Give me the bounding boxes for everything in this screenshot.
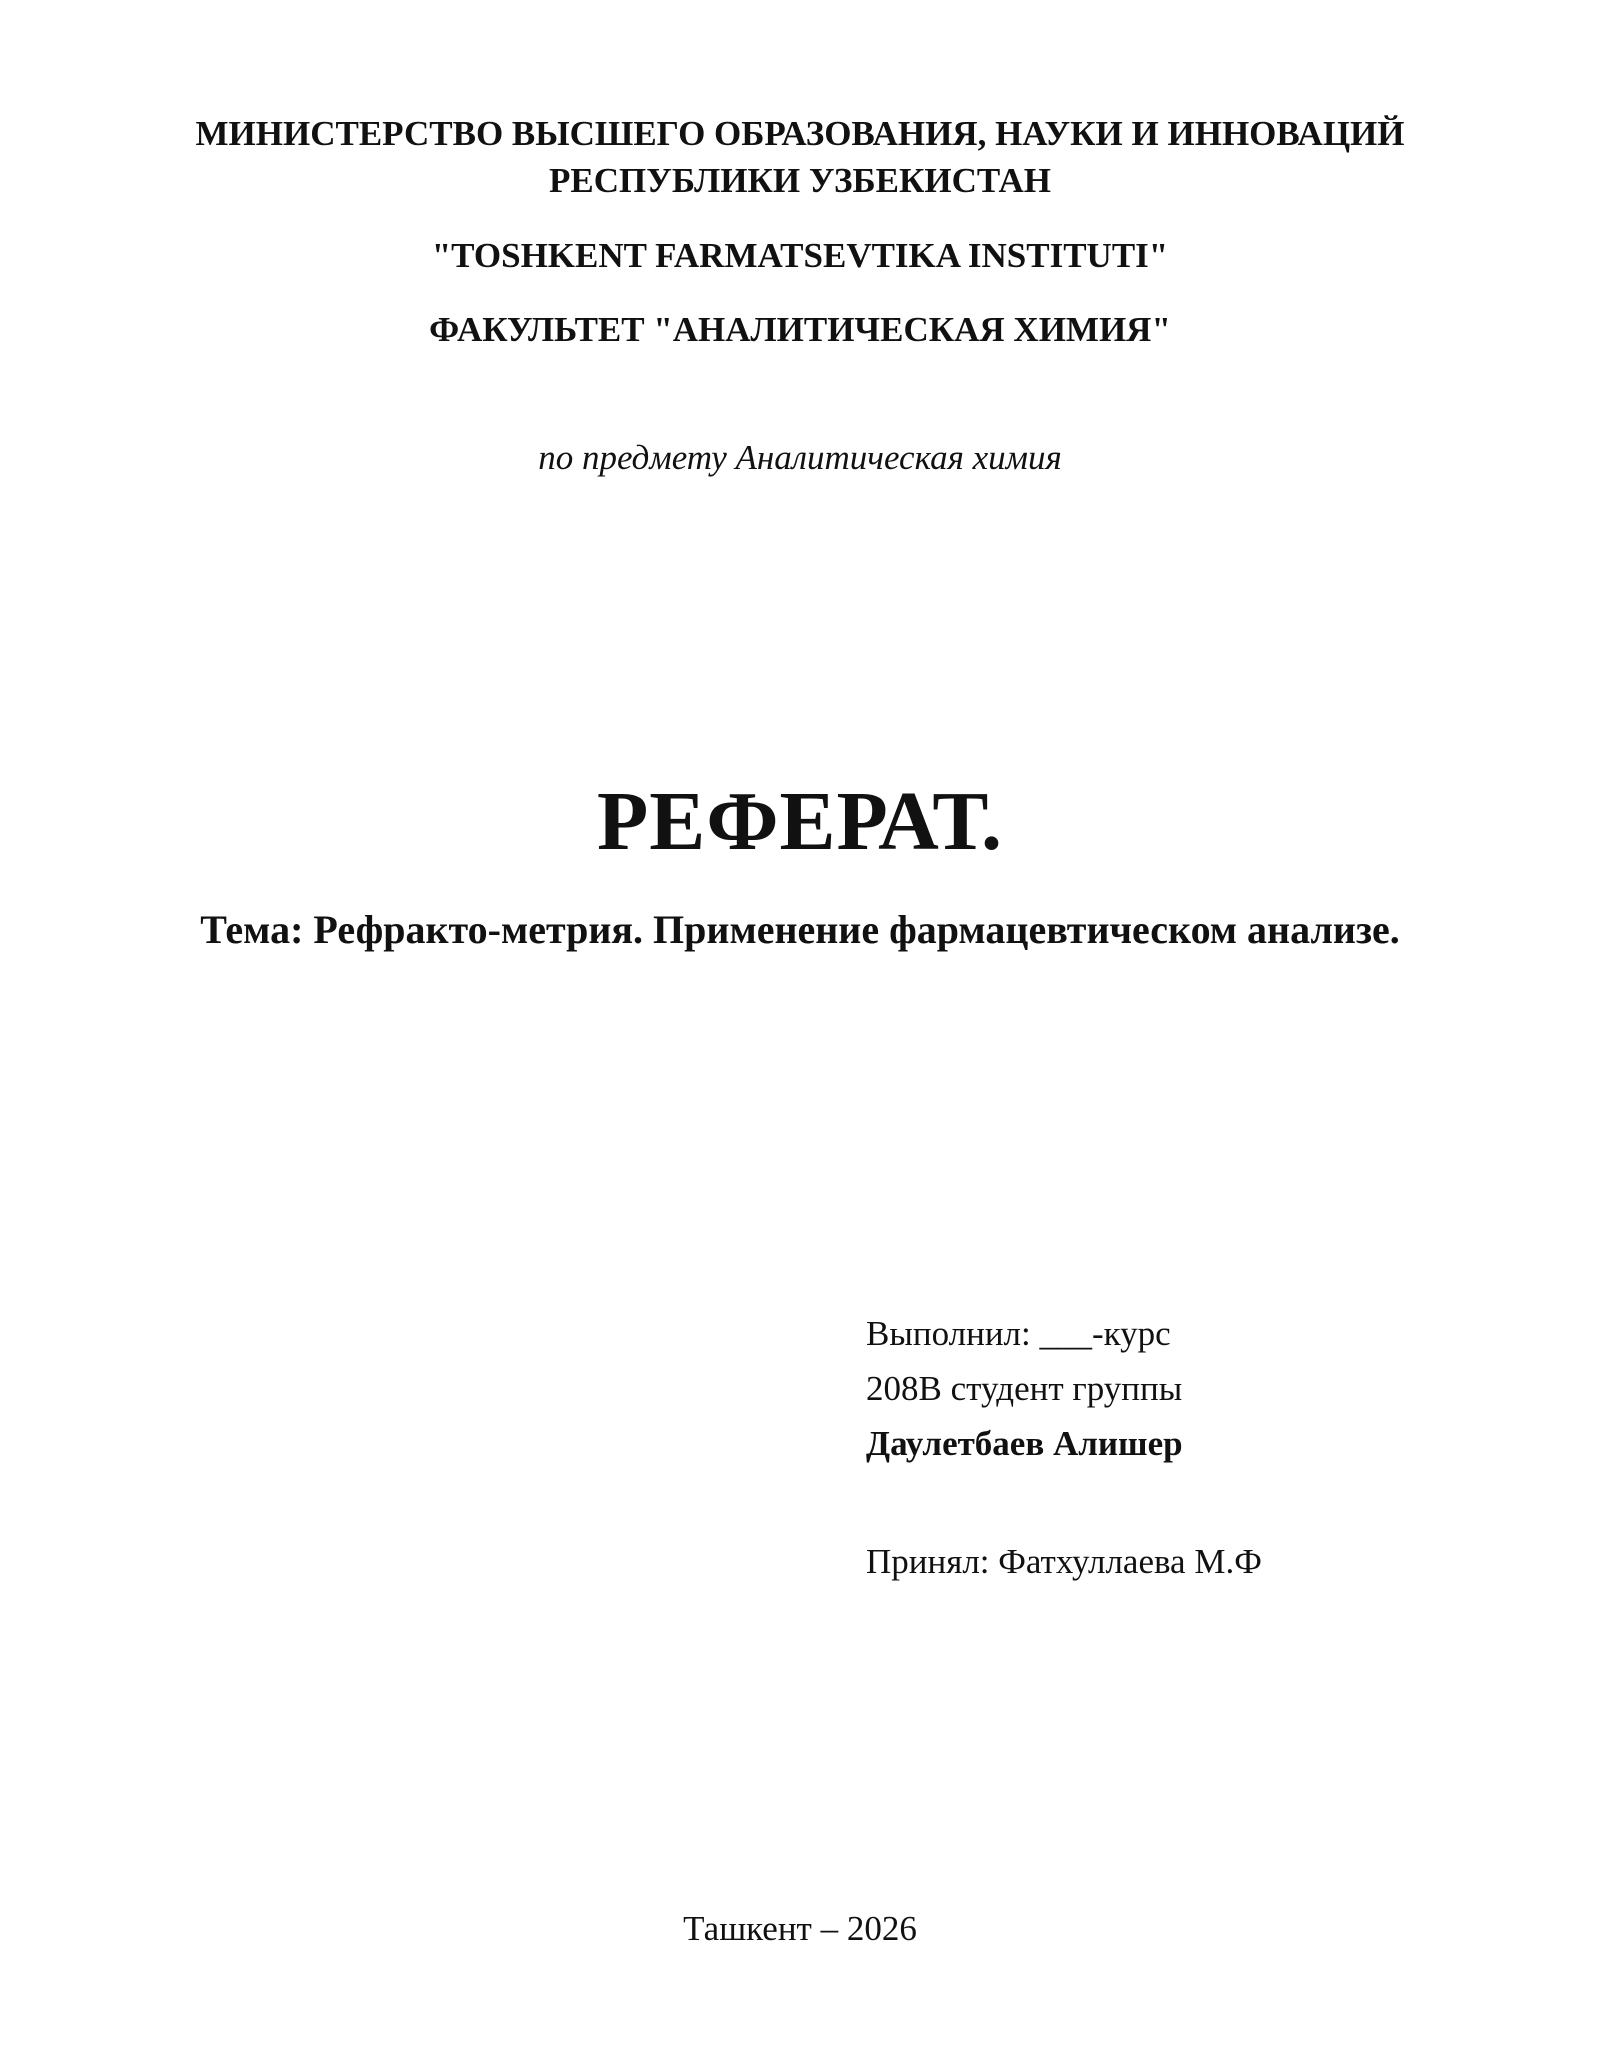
ministry-heading (0, 110, 1600, 204)
document-title: РЕФЕРАТ. (597, 775, 1003, 868)
student-group: 208В студент группы (866, 1369, 1183, 1408)
author-block (866, 1306, 1183, 1471)
ministry-line-1: МИНИСТЕРСТВО ВЫСШЕГО ОБРАЗОВАНИЯ, НАУКИ И ИННОВАЦИЙ (195, 114, 1405, 153)
ministry-line-2: РЕСПУБЛИКИ УЗБЕКИСТАН (549, 161, 1051, 200)
performed-by: Выполнил: ___-курс (866, 1314, 1171, 1353)
accepted-by: Принял: Фатхуллаева М.Ф (866, 1542, 1262, 1581)
topic-line: Тема: Рефракто-метрия. Применение фармацевтическом анализе. (200, 907, 1400, 952)
subject-line: по предмету Аналитическая химия (538, 438, 1062, 477)
institute-name: "TOSHKENT FARMATSEVTIKA INSTITUTI" (431, 236, 1169, 275)
faculty-name: ФАКУЛЬТЕТ "АНАЛИТИЧЕСКАЯ ХИМИЯ" (429, 310, 1171, 349)
city-year: Ташкент – 2026 (683, 1909, 917, 1948)
student-name: Даулетбаев Алишер (866, 1424, 1183, 1463)
